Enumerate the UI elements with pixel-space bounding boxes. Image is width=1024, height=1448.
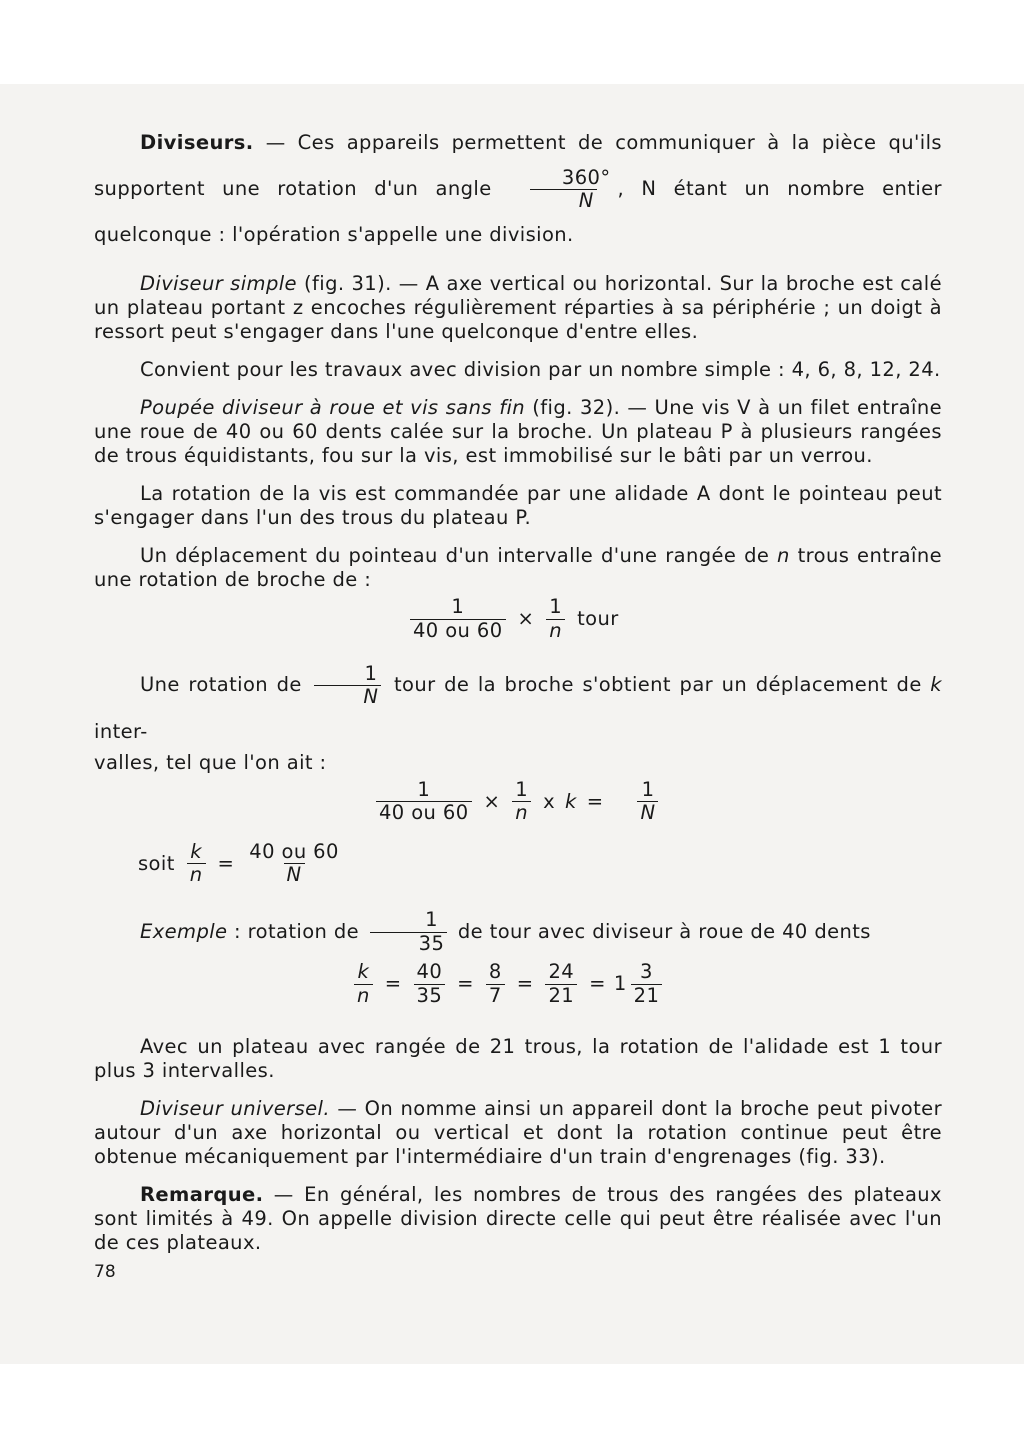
paragraph-diviseur-universel: Diviseur universel. — On nomme ainsi un appareil dont la broche peut pivoter autour d'un axe horizontal ou vertical et dont la rotation continue peut être obtenue mécaniquement par l'intermédiaire d'un train d'engrenages (fig. 33). (94, 1097, 943, 1169)
paragraph-remarque: Remarque. — En général, les nombres de trous des rangées des plateaux sont limités à 49. On appelle division directe celle qui peut être réalisée avec l'un de ces plateaux. (94, 1183, 942, 1255)
paragraph-diviseurs: Diviseurs. — Ces appareils permettent de communiquer à la pièce qu'ils supportent une rotation d'un angle $\frac{360^\circ}{N}$ , N étant un nombre entier quelconque : l'opération s'appelle une division. (94, 131, 942, 247)
heading-diviseur-universel: Diviseur universel. (140, 1097, 330, 1121)
heading-exemple: Exemple (140, 919, 228, 943)
page-content (94, 120, 942, 1255)
paragraph-poupee-diviseur: Poupée diviseur à roue et vis sans fin (fig. 32). — Une vis V à un filet entraîne une roue de 40 ou 60 dents calée sur la broche. Un plateau P à plusieurs rangées de trous équidistants, fou sur la vis, est immobilisé sur le bâti par un verrou. (94, 396, 943, 468)
heading-poupee-diviseur: Poupée diviseur à roue et vis sans fin (140, 396, 526, 420)
paragraph-une-rotation: Une rotation de $\frac{1}{N}$ tour de la broche s'obtient par un déplacement de k inter- (94, 662, 942, 743)
paragraph-diviseur-simple: Diviseur simple (fig. 31). — A axe vertical ou horizontal. Sur la broche est calé un plateau portant z encoches régulièrement réparties à sa périphérie ; un doigt à ressort peut s'engager dans l'une quelconque d'entre elles. (94, 272, 942, 344)
equation-rotation-broche: $\frac{1}{40 ou 60}$ × $\frac{1}{n}$ tour (94, 592, 942, 656)
equation-exemple: $\frac{k}{n}$ = $\frac{40}{35}$ = $\frac{8}{7}$ = $\frac{24}{21}$ = 1 $\frac{3}{21}$ (94, 955, 942, 1021)
equation-soit: soit $\frac{k}{n}$ = $\frac{40 ou 60}{N}$ (138, 839, 339, 887)
page-number: 78 (94, 1262, 116, 1282)
paragraph-plateau-21: Avec un plateau avec rangée de 21 trous, la rotation de l'alidade est 1 tour plus 3 intervalles. (94, 1035, 942, 1083)
fraction-1-over-N: $\frac{1}{N}$ (314, 663, 381, 709)
fraction-1-over-35: $\frac{1}{35}$ (370, 909, 448, 955)
heading-diviseur-simple: Diviseur simple (140, 272, 297, 296)
paragraph-convient: Convient pour les travaux avec division par un nombre simple : 4, 6, 8, 12, 24. (140, 358, 941, 382)
paragraph-exemple: Exemple : rotation de $\frac{1}{35}$ de tour avec diviseur à roue de 40 dents (140, 908, 871, 955)
fraction-1-over-40-ou-60: $\frac{1}{40 ou 60}$ (410, 596, 506, 642)
heading-remarque: Remarque. (140, 1183, 264, 1207)
paragraph-deplacement: Un déplacement du pointeau d'un intervalle d'une rangée de n trous entraîne une rotation de broche de : (94, 544, 942, 592)
fraction-1-over-n: $\frac{1}{n}$ (546, 596, 565, 642)
fraction-360-over-n: $\frac{360^\circ}{N}$ (513, 167, 614, 213)
paragraph-rotation-vis: La rotation de la vis est commandée par une alidade A dont le pointeau peut s'engager dans l'un des trous du plateau P. (94, 482, 942, 530)
equation-k-intervalles: $\frac{1}{40 ou 60}$ × $\frac{1}{n}$ x k = $\frac{1}{N}$ (94, 775, 942, 837)
paragraph-une-rotation-cont: valles, tel que l'on ait : (94, 750, 327, 774)
heading-diviseurs: Diviseurs. (140, 131, 254, 154)
